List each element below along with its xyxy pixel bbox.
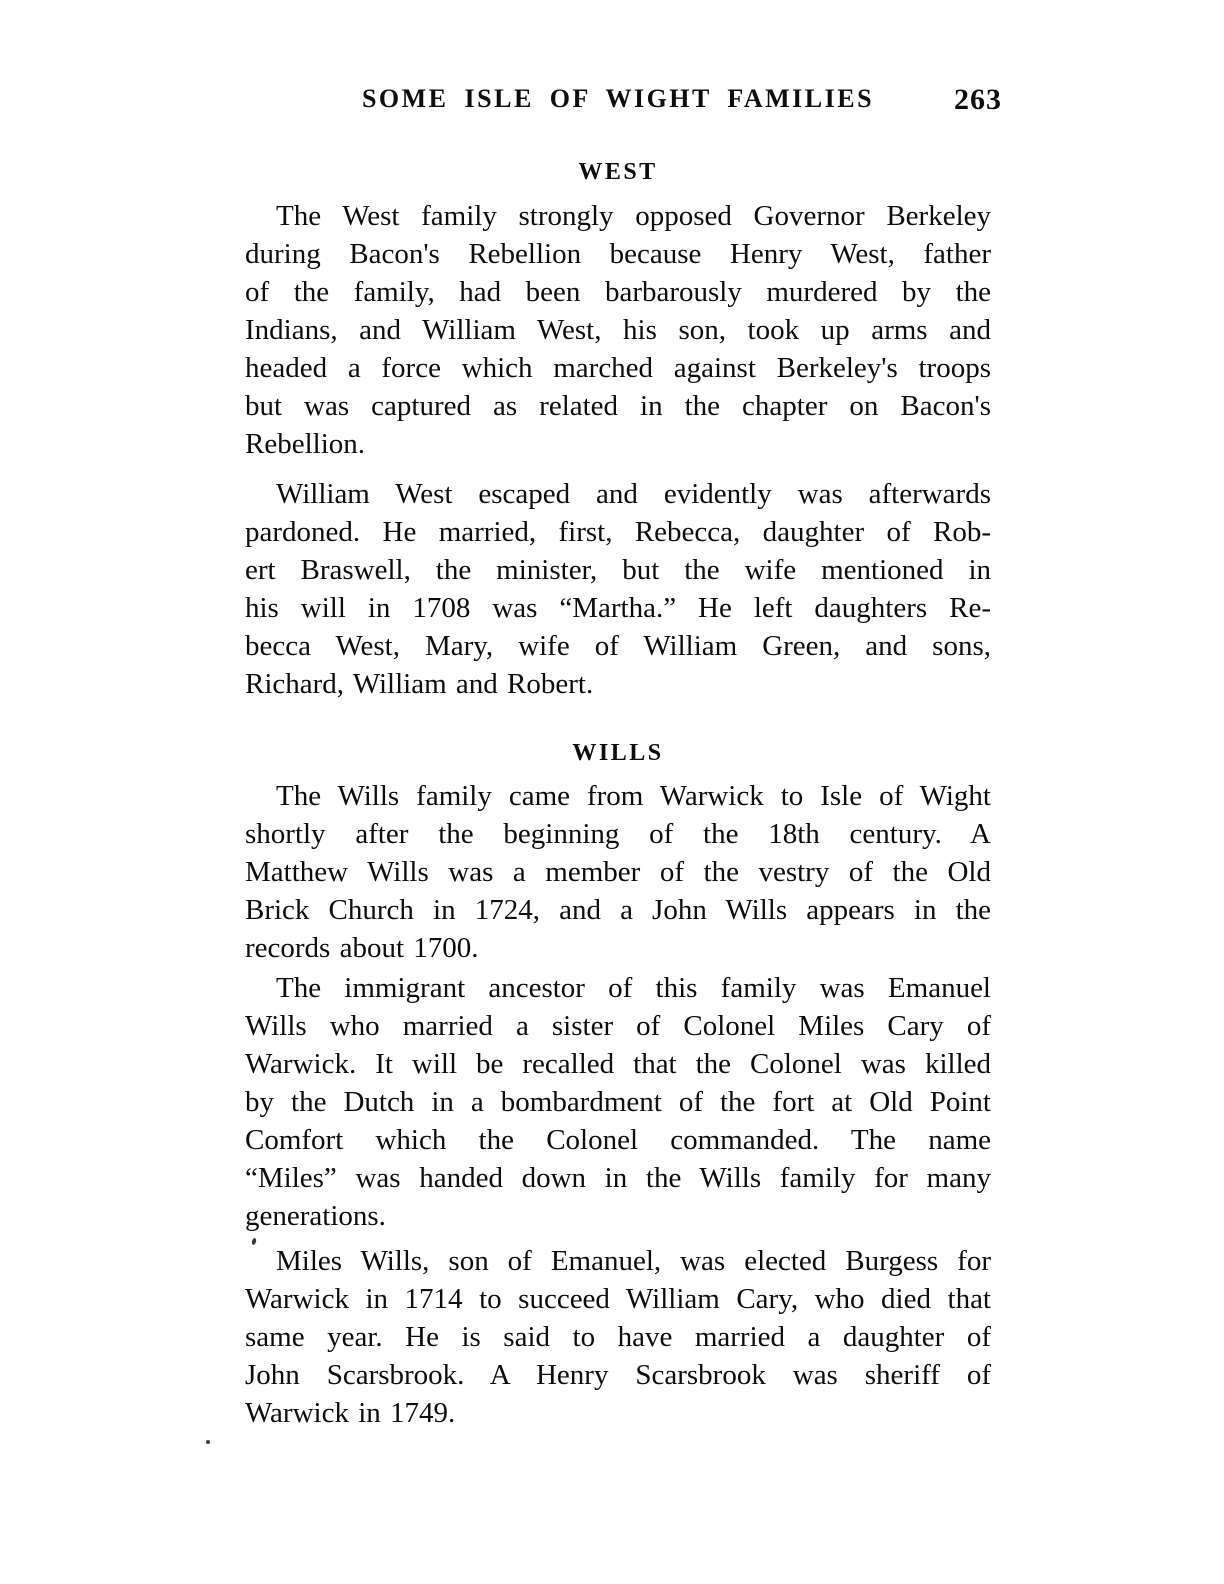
ink-speck [206,1440,210,1444]
text-line: Warwick. It will be recalled that the Colonel was killed [245,1048,991,1080]
text-line: Warwick in 1749. [245,1397,456,1429]
paragraph [245,1242,991,1432]
text-line: headed a force which marched against Berkeley's troops [245,352,991,384]
text-line: Miles Wills, son of Emanuel, was elected Burgess for [276,1245,991,1277]
text-block [245,82,1002,1432]
sections-container [245,158,991,1432]
text-line: of the family, had been barbarously murdered by the [245,276,991,308]
text-line: Comfort which the Colonel commanded. The name [245,1124,991,1156]
text-line: Rebellion. [245,428,366,460]
text-line: Brick Church in 1724, and a John Wills appears in the [245,894,991,926]
paragraph [245,197,991,463]
page-header [245,82,1002,116]
text-line: but was captured as related in the chapter on Bacon's [245,390,991,422]
text-line: his will in 1708 was “Martha.” He left daughters Re- [245,592,991,624]
section-heading: WILLS [572,740,664,766]
text-line: John Scarsbrook. A Henry Scarsbrook was sheriff of [245,1359,991,1391]
text-line: Richard, William and Robert. [245,668,594,700]
text-line: Indians, and William West, his son, took up arms and [245,314,991,346]
text-line: shortly after the beginning of the 18th century. A [245,818,991,850]
text-line: The Wills family came from Warwick to Isle of Wight [276,780,991,812]
text-line: William West escaped and evidently was afterwards [276,478,991,510]
text-line: The immigrant ancestor of this family was Emanuel [276,972,991,1004]
text-line: Matthew Wills was a member of the vestry of the Old [245,856,991,888]
text-line: records about 1700. [245,932,479,964]
page-number: 263 [954,83,1002,116]
text-line: same year. He is said to have married a daughter of [245,1321,991,1353]
text-line: pardoned. He married, first, Rebecca, daughter of Rob- [245,516,991,548]
text-line: becca West, Mary, wife of William Green, and sons, [245,630,991,662]
text-line: The West family strongly opposed Governor Berkeley [276,200,991,232]
text-line: Wills who married a sister of Colonel Miles Cary of [245,1010,991,1042]
text-line: Warwick in 1714 to succeed William Cary, who died that [245,1283,991,1315]
running-title: SOME ISLE OF WIGHT FAMILIES [361,84,875,113]
paragraph [245,475,991,703]
text-line: by the Dutch in a bombardment of the fort at Old Point [245,1086,991,1118]
paragraph [245,969,991,1235]
text-line: “Miles” was handed down in the Wills family for many [245,1162,991,1194]
text-line: during Bacon's Rebellion because Henry West, father [245,238,991,270]
paragraph [245,777,991,967]
text-line: ert Braswell, the minister, but the wife mentioned in [245,554,991,586]
text-line: generations. [245,1200,386,1232]
section-heading: WEST [578,159,658,185]
